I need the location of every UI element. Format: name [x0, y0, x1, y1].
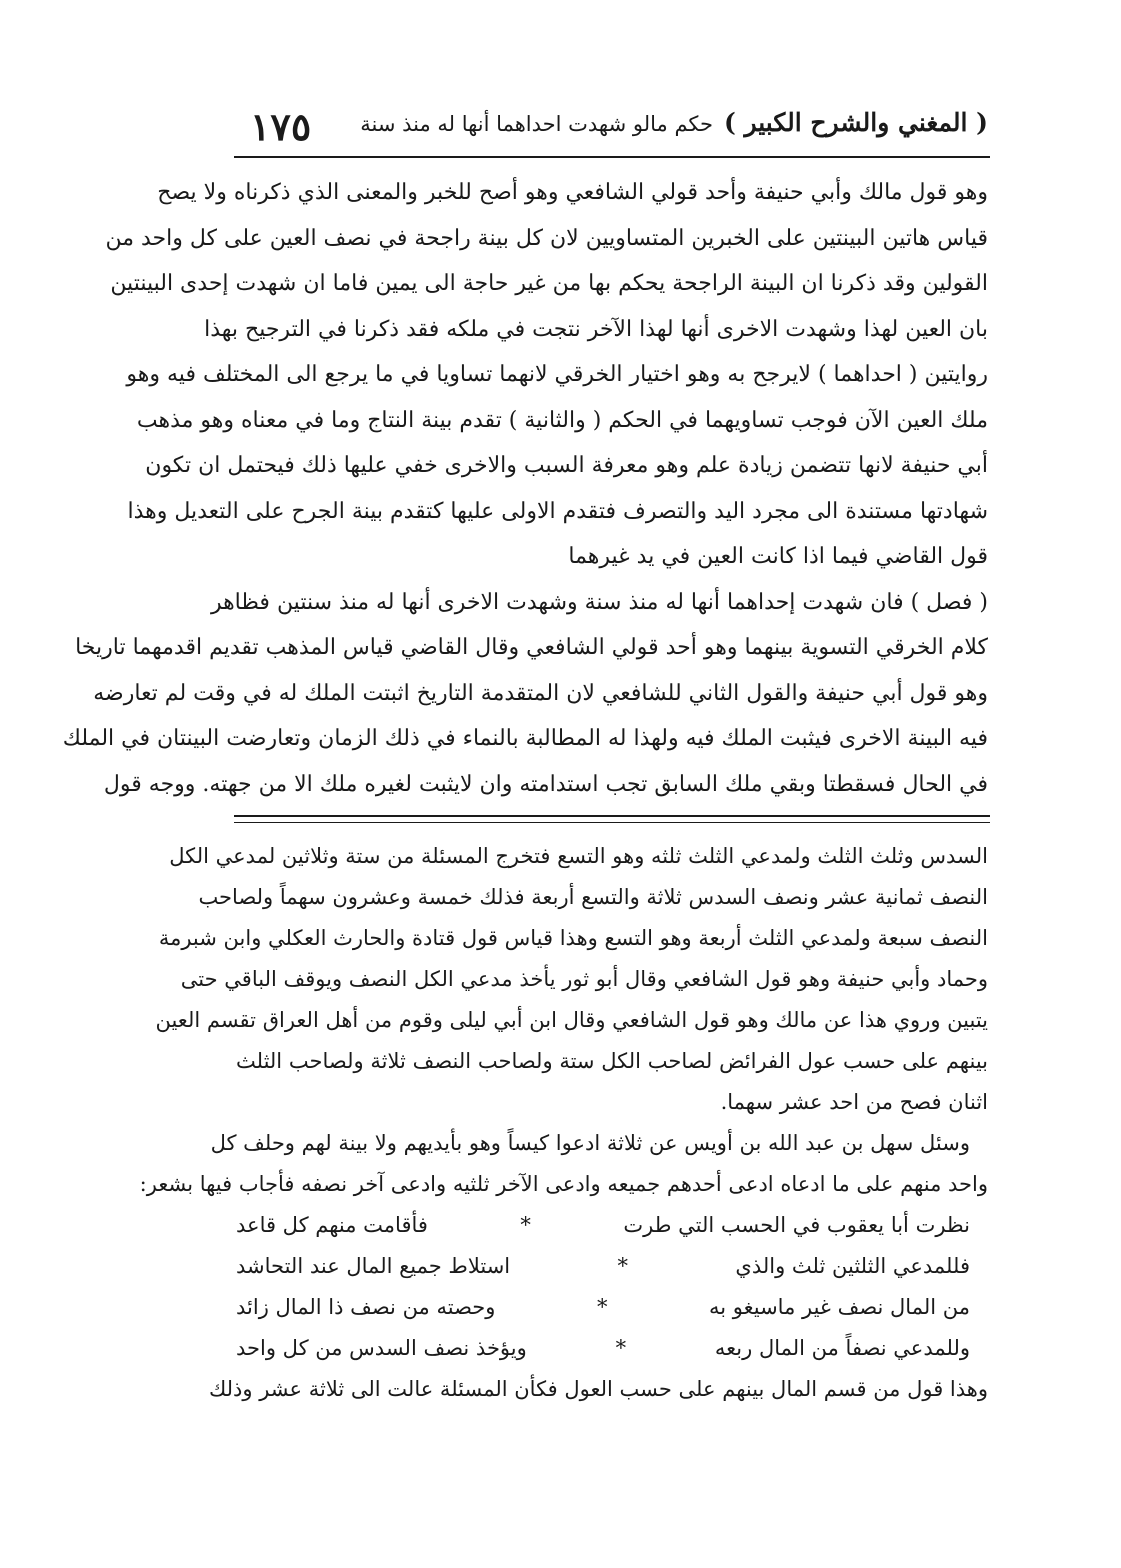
- verse-second-hemistich: وحصته من نصف ذا المال زائد: [236, 1295, 496, 1319]
- main-text: [62, 170, 988, 807]
- footnote-line: النصف سبعة ولمدعي الثلث أربعة وهو التسع وهذا قياس قول قتادة والحارث العكلي وابن شبرمة: [158, 926, 988, 950]
- verse-line: [236, 1246, 988, 1287]
- text-line: وهو قول أبي حنيفة والقول الثاني للشافعي لان المتقدمة التاريخ اثبتت الملك له في وقت لم تعارضه: [93, 680, 988, 706]
- text-line: في الحال فسقطتا وبقي ملك السابق تجب استدامته وان لايثبت لغيره ملك الا من جهته. ووجه قول: [103, 771, 988, 797]
- text-line: كلام الخرقي التسوية بينهما وهو أحد قولي الشافعي وقال القاضي قياس المذهب تقديم اقدمهما تاريخا: [75, 635, 988, 660]
- footnote-text: [139, 836, 988, 1410]
- text-line: القولين وقد ذكرنا ان البينة الراجحة يحكم بها من غير حاجة الى يمين فاما ان شهدت إحدى البينتين: [110, 271, 988, 296]
- verse-line: [236, 1328, 988, 1369]
- footnote-line: السدس وثلث الثلث ولمدعي الثلث ثلثه وهو التسع فتخرج المسئلة من ستة وثلاثين لمدعي الكل: [169, 844, 988, 868]
- verse-second-hemistich: فأقامت منهم كل قاعد: [236, 1213, 428, 1237]
- footnote-line: واحد منهم على ما ادعاه ادعى أحدهم جميعه وادعى الآخر ثلثيه وادعى آخر نصفه فأجاب فيها بشعر:: [139, 1172, 988, 1196]
- footnote-line: يتبين وروي هذا عن مالك وهو قول الشافعي وقال ابن أبي ليلى وقوم من أهل العراق تقسم العين: [155, 1008, 988, 1032]
- footnote-line: وحماد وأبي حنيفة وهو قول الشافعي وقال أبو ثور يأخذ مدعي الكل النصف ويوقف الباقي حتى: [180, 967, 988, 991]
- verse-line: [236, 1287, 988, 1328]
- running-title: ( المغني والشرح الكبير ): [723, 108, 988, 137]
- verse-separator: *: [615, 1336, 627, 1360]
- text-line: ملك العين الآن فوجب تساويهما في الحكم ( والثانية ) تقدم بينة النتاج وما في معناه وهو مذهب: [136, 407, 988, 433]
- footnote-line: النصف ثمانية عشر ونصف السدس ثلاثة والتسع أربعة فذلك خمسة وعشرون سهماً ولصاحب: [198, 885, 988, 909]
- verse-separator: *: [617, 1254, 629, 1278]
- text-line: قياس هاتين البينتين على الخبرين المتساويين لان كل بينة راجحة في نصف العين على كل واحد من: [105, 225, 988, 251]
- verse-first-hemistich: وللمدعي نصفاً من المال ربعه: [714, 1336, 970, 1360]
- running-subtitle: حكم مالو شهدت احداهما أنها له منذ سنة: [360, 112, 713, 136]
- page-header: [236, 104, 988, 152]
- header-rule: [234, 156, 990, 158]
- text-line: أبي حنيفة لانها تتضمن زيادة علم وهو معرفة السبب والاخرى خفي عليها ذلك فيحتمل ان تكون: [145, 453, 988, 478]
- page-number: ١٧٥: [250, 104, 312, 149]
- footnote-line: بينهم على حسب عول الفرائض لصاحب الكل ستة ولصاحب النصف ثلاثة ولصاحب الثلث: [236, 1049, 988, 1073]
- footnote-line: وهذا قول من قسم المال بينهم على حسب العول فكأن المسئلة عالت الى ثلاثة عشر وذلك: [208, 1377, 988, 1401]
- text-line: وهو قول مالك وأبي حنيفة وأحد قولي الشافعي وهو أصح للخبر والمعنى الذي ذكرناه ولا يصح: [157, 180, 988, 205]
- verse-first-hemistich: فللمدعي الثلثين ثلث والذي: [735, 1254, 970, 1278]
- footnote-rule: [234, 815, 990, 817]
- footnote-line: اثنان فصح من احد عشر سهما.: [720, 1090, 988, 1114]
- verse-first-hemistich: من المال نصف غير ماسيغو به: [708, 1295, 970, 1319]
- text-line: قول القاضي فيما اذا كانت العين في يد غيرهما: [568, 544, 988, 569]
- text-line: شهادتها مستندة الى مجرد اليد والتصرف فتقدم الاولى عليها كتقدم بينة الجرح على التعديل وهذا: [127, 498, 988, 524]
- text-line: بان العين لهذا وشهدت الاخرى أنها لهذا الآخر نتجت في ملكه فقد ذكرنا في الترجيح بهذا: [204, 316, 988, 342]
- verse-line: [236, 1205, 988, 1246]
- text-line: ( فصل ) فان شهدت إحداهما أنها له منذ سنة وشهدت الاخرى أنها له منذ سنتين فظاهر: [210, 589, 988, 615]
- verse-first-hemistich: نظرت أبا يعقوب في الحسب التي طرت: [623, 1213, 970, 1237]
- verse-second-hemistich: ويؤخذ نصف السدس من كل واحد: [236, 1336, 527, 1360]
- footnote-rule-thin: [234, 822, 990, 823]
- verse-separator: *: [596, 1295, 608, 1319]
- text-line: روايتين ( احداهما ) لايرجح به وهو اختيار الخرقي لانهما تساويا في ما يرجع الى المختلف فيه وهو: [126, 362, 988, 387]
- footnote-line: وسئل سهل بن عبد الله بن أويس عن ثلاثة ادعوا كيساً وهو بأيديهم ولا بينة لهم وحلف كل: [210, 1131, 970, 1155]
- verse-second-hemistich: استلاط جميع المال عند التحاشد: [236, 1254, 511, 1278]
- verse-separator: *: [520, 1213, 531, 1237]
- text-line: فيه البينة الاخرى فيثبت الملك فيه ولهذا له المطالبة بالنماء في ذلك الزمان وتعارضت البينتان في الملك: [62, 726, 988, 751]
